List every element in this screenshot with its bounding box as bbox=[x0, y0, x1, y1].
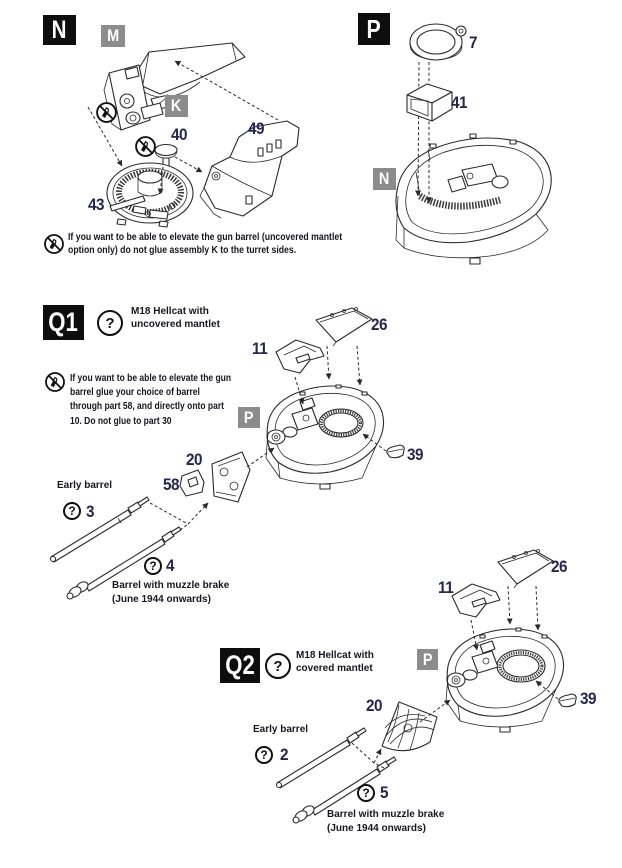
q2-turret-drawing bbox=[446, 628, 564, 732]
q2-plug-39-drawing bbox=[559, 694, 576, 707]
turret-shell-n-drawing bbox=[396, 134, 551, 264]
q1-muzzle-line2: (June 1944 onwards) bbox=[112, 593, 211, 605]
q1-title bbox=[131, 306, 220, 331]
muzzle-counterweight-41-drawing bbox=[407, 84, 452, 121]
part-number-11: 11 bbox=[438, 578, 454, 597]
question-icon: ? bbox=[144, 557, 162, 575]
q2-muzzle-line2: (June 1944 onwards) bbox=[327, 822, 426, 834]
turret-ring-43-drawing bbox=[107, 163, 193, 227]
q2-covered-mantlet-20-drawing bbox=[382, 702, 437, 751]
q1-title-line2: uncovered mantlet bbox=[131, 318, 220, 330]
step-label-q1: Q1 bbox=[43, 305, 84, 340]
q1-periscope-guard-11-drawing bbox=[276, 340, 324, 373]
step-label-p: P bbox=[358, 13, 390, 45]
part-number-20: 20 bbox=[186, 450, 203, 469]
q2-title bbox=[296, 650, 374, 675]
no-glue-icon bbox=[134, 135, 157, 158]
sub-label-k: K bbox=[165, 95, 188, 117]
retaining-ring-7-drawing bbox=[410, 24, 466, 60]
q1-plug-39-drawing bbox=[387, 445, 404, 458]
q2-title-line1: M18 Hellcat with bbox=[296, 650, 374, 661]
q1-note-text: If you want to be able to elevate the gun barrel glue your choice of barrel through part 58, and directly onto part 10. Do not glue to part 30 bbox=[70, 373, 232, 427]
sub-label-p: P bbox=[238, 407, 260, 428]
q2-early-barrel-label: Early barrel bbox=[253, 724, 309, 735]
question-icon: ? bbox=[63, 502, 81, 520]
q2-title-line2: covered mantlet bbox=[296, 662, 373, 674]
no-glue-icon bbox=[44, 371, 66, 393]
q1-muzzle-line1: Barrel with muzzle brake bbox=[112, 580, 230, 591]
q2-early-barrel-2-drawing bbox=[277, 728, 367, 788]
q1-early-barrel-label: Early barrel bbox=[57, 480, 113, 491]
part-number-39: 39 bbox=[407, 445, 424, 464]
no-glue-icon bbox=[95, 101, 118, 124]
q1-roof-plate-26-drawing bbox=[316, 308, 372, 347]
sub-label-p: P bbox=[417, 649, 438, 670]
question-icon: ? bbox=[265, 653, 291, 679]
q1-collar-58-drawing bbox=[180, 470, 204, 496]
question-icon: ? bbox=[255, 746, 273, 764]
question-icon: ? bbox=[97, 310, 123, 336]
part-number-39: 39 bbox=[580, 689, 597, 708]
sub-label-n: N bbox=[373, 168, 396, 190]
part-number-4: 4 bbox=[166, 556, 175, 575]
part-number-2: 2 bbox=[280, 745, 289, 764]
q2-muzzle-line1: Barrel with muzzle brake bbox=[327, 809, 445, 820]
part-number-43: 43 bbox=[88, 195, 105, 214]
sub-label-m: M bbox=[101, 25, 125, 47]
part-number-20: 20 bbox=[366, 696, 383, 715]
part-number-41: 41 bbox=[451, 93, 468, 112]
question-icon: ? bbox=[357, 784, 375, 802]
q2-periscope-guard-11-drawing bbox=[452, 584, 500, 617]
q1-muzzle-brake-label bbox=[112, 579, 229, 606]
q1-title-line1: M18 Hellcat with bbox=[131, 306, 209, 317]
step-label-n: N bbox=[43, 15, 76, 45]
q1-mantlet-20-drawing bbox=[212, 452, 250, 502]
no-glue-icon bbox=[43, 233, 65, 255]
q2-muzzle-brake-label bbox=[327, 808, 444, 835]
q2-roof-plate-26-drawing bbox=[498, 550, 553, 589]
part-number-26: 26 bbox=[371, 315, 388, 334]
part-number-26: 26 bbox=[551, 557, 568, 576]
step-label-q2: Q2 bbox=[220, 648, 260, 683]
part-number-5: 5 bbox=[380, 783, 389, 802]
part-number-11: 11 bbox=[252, 339, 268, 358]
part-number-3: 3 bbox=[86, 502, 95, 521]
q1-turret-drawing bbox=[266, 385, 384, 489]
step-n-warning-text: If you want to be able to elevate the gun barrel (uncovered mantlet option only) do not glue assembly K to the turret sides. bbox=[68, 232, 343, 256]
part-number-7: 7 bbox=[469, 33, 478, 52]
part-number-58: 58 bbox=[163, 475, 180, 494]
part-number-49: 49 bbox=[248, 119, 265, 138]
part-number-40: 40 bbox=[171, 125, 188, 144]
